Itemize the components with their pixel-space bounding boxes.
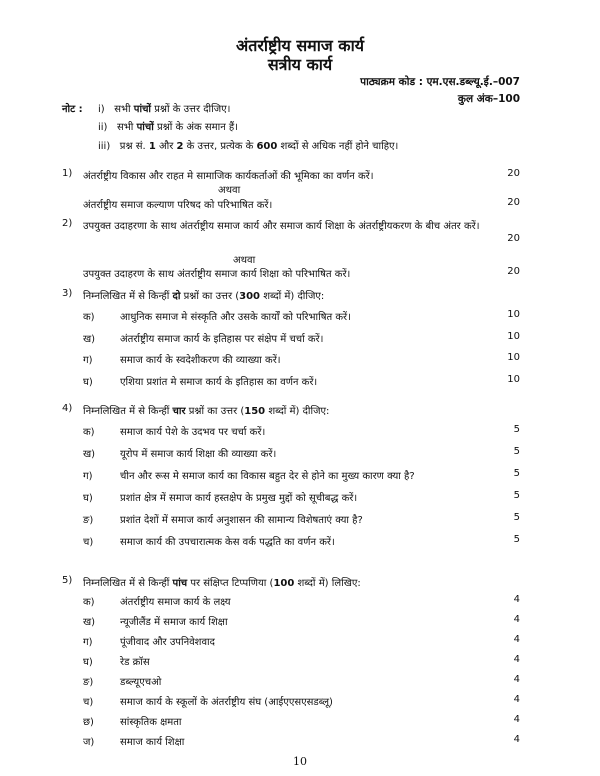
sub-question-number: ङ) xyxy=(83,677,94,688)
sub-question-text: आधुनिक समाज मे संस्कृति और उसके कार्यों को परिभाषित करें। xyxy=(120,312,351,323)
sub-question-number: ख) xyxy=(83,617,96,628)
sub-question-text: अंतर्राष्ट्रीय समाज कार्य के इतिहास पर संक्षेप में चर्चा करें। xyxy=(120,334,324,345)
question-marks: 20 xyxy=(507,233,520,244)
page-title: अंतर्राष्ट्रीय समाज कार्य xyxy=(235,36,365,55)
sub-question-text: एशिया प्रशांत मे समाज कार्य के इतिहास का वर्णन करें। xyxy=(120,377,318,388)
sub-question-marks: 10 xyxy=(507,352,520,363)
sub-question-text: समाज कार्य के स्वदेशीकरण की व्याख्या करें। xyxy=(120,355,281,366)
question-number: 5) xyxy=(62,575,73,586)
sub-question-number: क) xyxy=(83,312,95,323)
question-text: निम्नलिखित में से किन्हीं दो प्रश्नों का उत्तर (300 शब्दों में) दीजिए: xyxy=(83,291,325,302)
sub-question-marks: 5 xyxy=(513,490,520,501)
note-item: ii) सभी पांचों प्रश्नों के अंक समान हैं। xyxy=(98,122,239,133)
sub-question-marks: 4 xyxy=(513,694,520,705)
question-alt-text: उपयुक्त उदाहरण के साथ अंतर्राष्ट्रीय समाज कार्य शिक्षा को परिभाषित करें। xyxy=(83,269,351,280)
question-marks: 20 xyxy=(507,197,520,208)
sub-question-text: समाज कार्य पेशे के उदभव पर चर्चा करें। xyxy=(120,427,266,438)
total-marks: कुल अंक–100 xyxy=(457,93,520,105)
sub-question-number: ख) xyxy=(83,449,96,460)
sub-question-marks: 4 xyxy=(513,714,520,725)
sub-question-number: छ) xyxy=(83,717,94,728)
sub-question-number: घ) xyxy=(83,377,93,388)
note-item: iii) प्रश्न सं. 1 और 2 के उत्तर, प्रत्येक के 600 शब्दों से अधिक नहीं होने चाहिए। xyxy=(98,141,399,152)
sub-question-marks: 10 xyxy=(507,309,520,320)
sub-question-number: क) xyxy=(83,597,95,608)
sub-question-text: समाज कार्य की उपचारात्मक केस वर्क पद्धति का वर्णन करें। xyxy=(120,537,335,548)
sub-question-number: ग) xyxy=(83,637,93,648)
sub-question-marks: 10 xyxy=(507,374,520,385)
sub-question-text: सांस्कृतिक क्षमता xyxy=(120,717,182,728)
sub-question-marks: 5 xyxy=(513,446,520,457)
sub-question-text: समाज कार्य शिक्षा xyxy=(120,737,185,748)
question-number: 3) xyxy=(62,288,73,299)
sub-question-marks: 4 xyxy=(513,674,520,685)
question-number: 4) xyxy=(62,403,73,414)
sub-question-text: प्रशांत क्षेत्र में समाज कार्य हस्तक्षेप के प्रमुख मुद्दों को सूचीबद्ध करें। xyxy=(120,493,358,504)
sub-question-number: घ) xyxy=(83,493,93,504)
sub-question-text: समाज कार्य के स्कूलों के अंतर्राष्ट्रीय संघ (आईएएसएसडब्लू) xyxy=(120,697,333,708)
question-number: 1) xyxy=(62,168,73,179)
sub-question-marks: 4 xyxy=(513,614,520,625)
sub-question-number: ग) xyxy=(83,355,93,366)
sub-question-number: ख) xyxy=(83,334,96,345)
sub-question-number: ङ) xyxy=(83,515,94,526)
sub-question-marks: 5 xyxy=(513,534,520,545)
question-alt-text: अंतर्राष्ट्रीय समाज कल्याण परिषद को परिभाषित करें। xyxy=(83,200,273,211)
question-text: अंतर्राष्ट्रीय विकास और राहत मे सामाजिक कार्यकर्ताओं की भूमिका का वर्णन करें। xyxy=(83,171,374,182)
sub-question-marks: 4 xyxy=(513,594,520,605)
sub-question-number: ज) xyxy=(83,737,95,748)
sub-question-text: यूरोप में समाज कार्य शिक्षा की व्याख्या करें। xyxy=(120,449,277,460)
question-text: निम्नलिखित में से किन्हीं पांच पर संक्षिप्त टिप्पणिया (100 शब्दों में) लिखिए: xyxy=(83,578,361,589)
question-text: निम्नलिखित में से किन्हीं चार प्रश्नों का उत्तर (150 शब्दों में) दीजिए: xyxy=(83,406,330,417)
sub-question-text: रेड क्रॉस xyxy=(120,657,150,668)
sub-question-number: ग) xyxy=(83,471,93,482)
sub-question-marks: 5 xyxy=(513,468,520,479)
or-label: अथवा xyxy=(218,185,241,196)
sub-question-marks: 5 xyxy=(513,512,520,523)
course-code: पाठ्यक्रम कोड : एम.एस.डब्ल्यू.ई.–007 xyxy=(360,76,520,88)
sub-question-marks: 4 xyxy=(513,634,520,645)
page-subtitle: सत्रीय कार्य xyxy=(267,55,333,74)
sub-question-text: डब्ल्यूएचओ xyxy=(120,677,162,688)
sub-question-marks: 4 xyxy=(513,734,520,745)
sub-question-text: न्यूजीलैंड में समाज कार्य शिक्षा xyxy=(120,617,228,628)
sub-question-text: अंतर्राष्ट्रीय समाज कार्य के लक्ष्य xyxy=(120,597,231,608)
note-item: i) सभी पांचों प्रश्नों के उत्तर दीजिए। xyxy=(98,104,231,115)
question-text: उपयुक्त उदाहरणा के साथ अंतर्राष्ट्रीय समाज कार्य और समाज कार्य शिक्षा के अंतर्राष्ट्रीयकरण के बीच अंतर करें। xyxy=(83,221,480,232)
question-marks: 20 xyxy=(507,266,520,277)
page-number: 10 xyxy=(293,755,307,768)
question-marks: 20 xyxy=(507,168,520,179)
sub-question-number: घ) xyxy=(83,657,93,668)
sub-question-text: पूंजीवाद और उपनिवेशवाद xyxy=(120,637,215,648)
sub-question-marks: 5 xyxy=(513,424,520,435)
note-label: नोट : xyxy=(62,104,83,115)
question-number: 2) xyxy=(62,218,73,229)
sub-question-marks: 4 xyxy=(513,654,520,665)
sub-question-number: च) xyxy=(83,537,94,548)
sub-question-text: चीन और रूस मे समाज कार्य का विकास बहुत देर से होने का मुख्य कारण क्या है? xyxy=(120,471,415,482)
sub-question-marks: 10 xyxy=(507,331,520,342)
or-label: अथवा xyxy=(233,255,256,266)
sub-question-number: च) xyxy=(83,697,94,708)
sub-question-text: प्रशांत देशों में समाज कार्य अनुशासन की सामान्य विशेषताएं क्या है? xyxy=(120,515,363,526)
sub-question-number: क) xyxy=(83,427,95,438)
